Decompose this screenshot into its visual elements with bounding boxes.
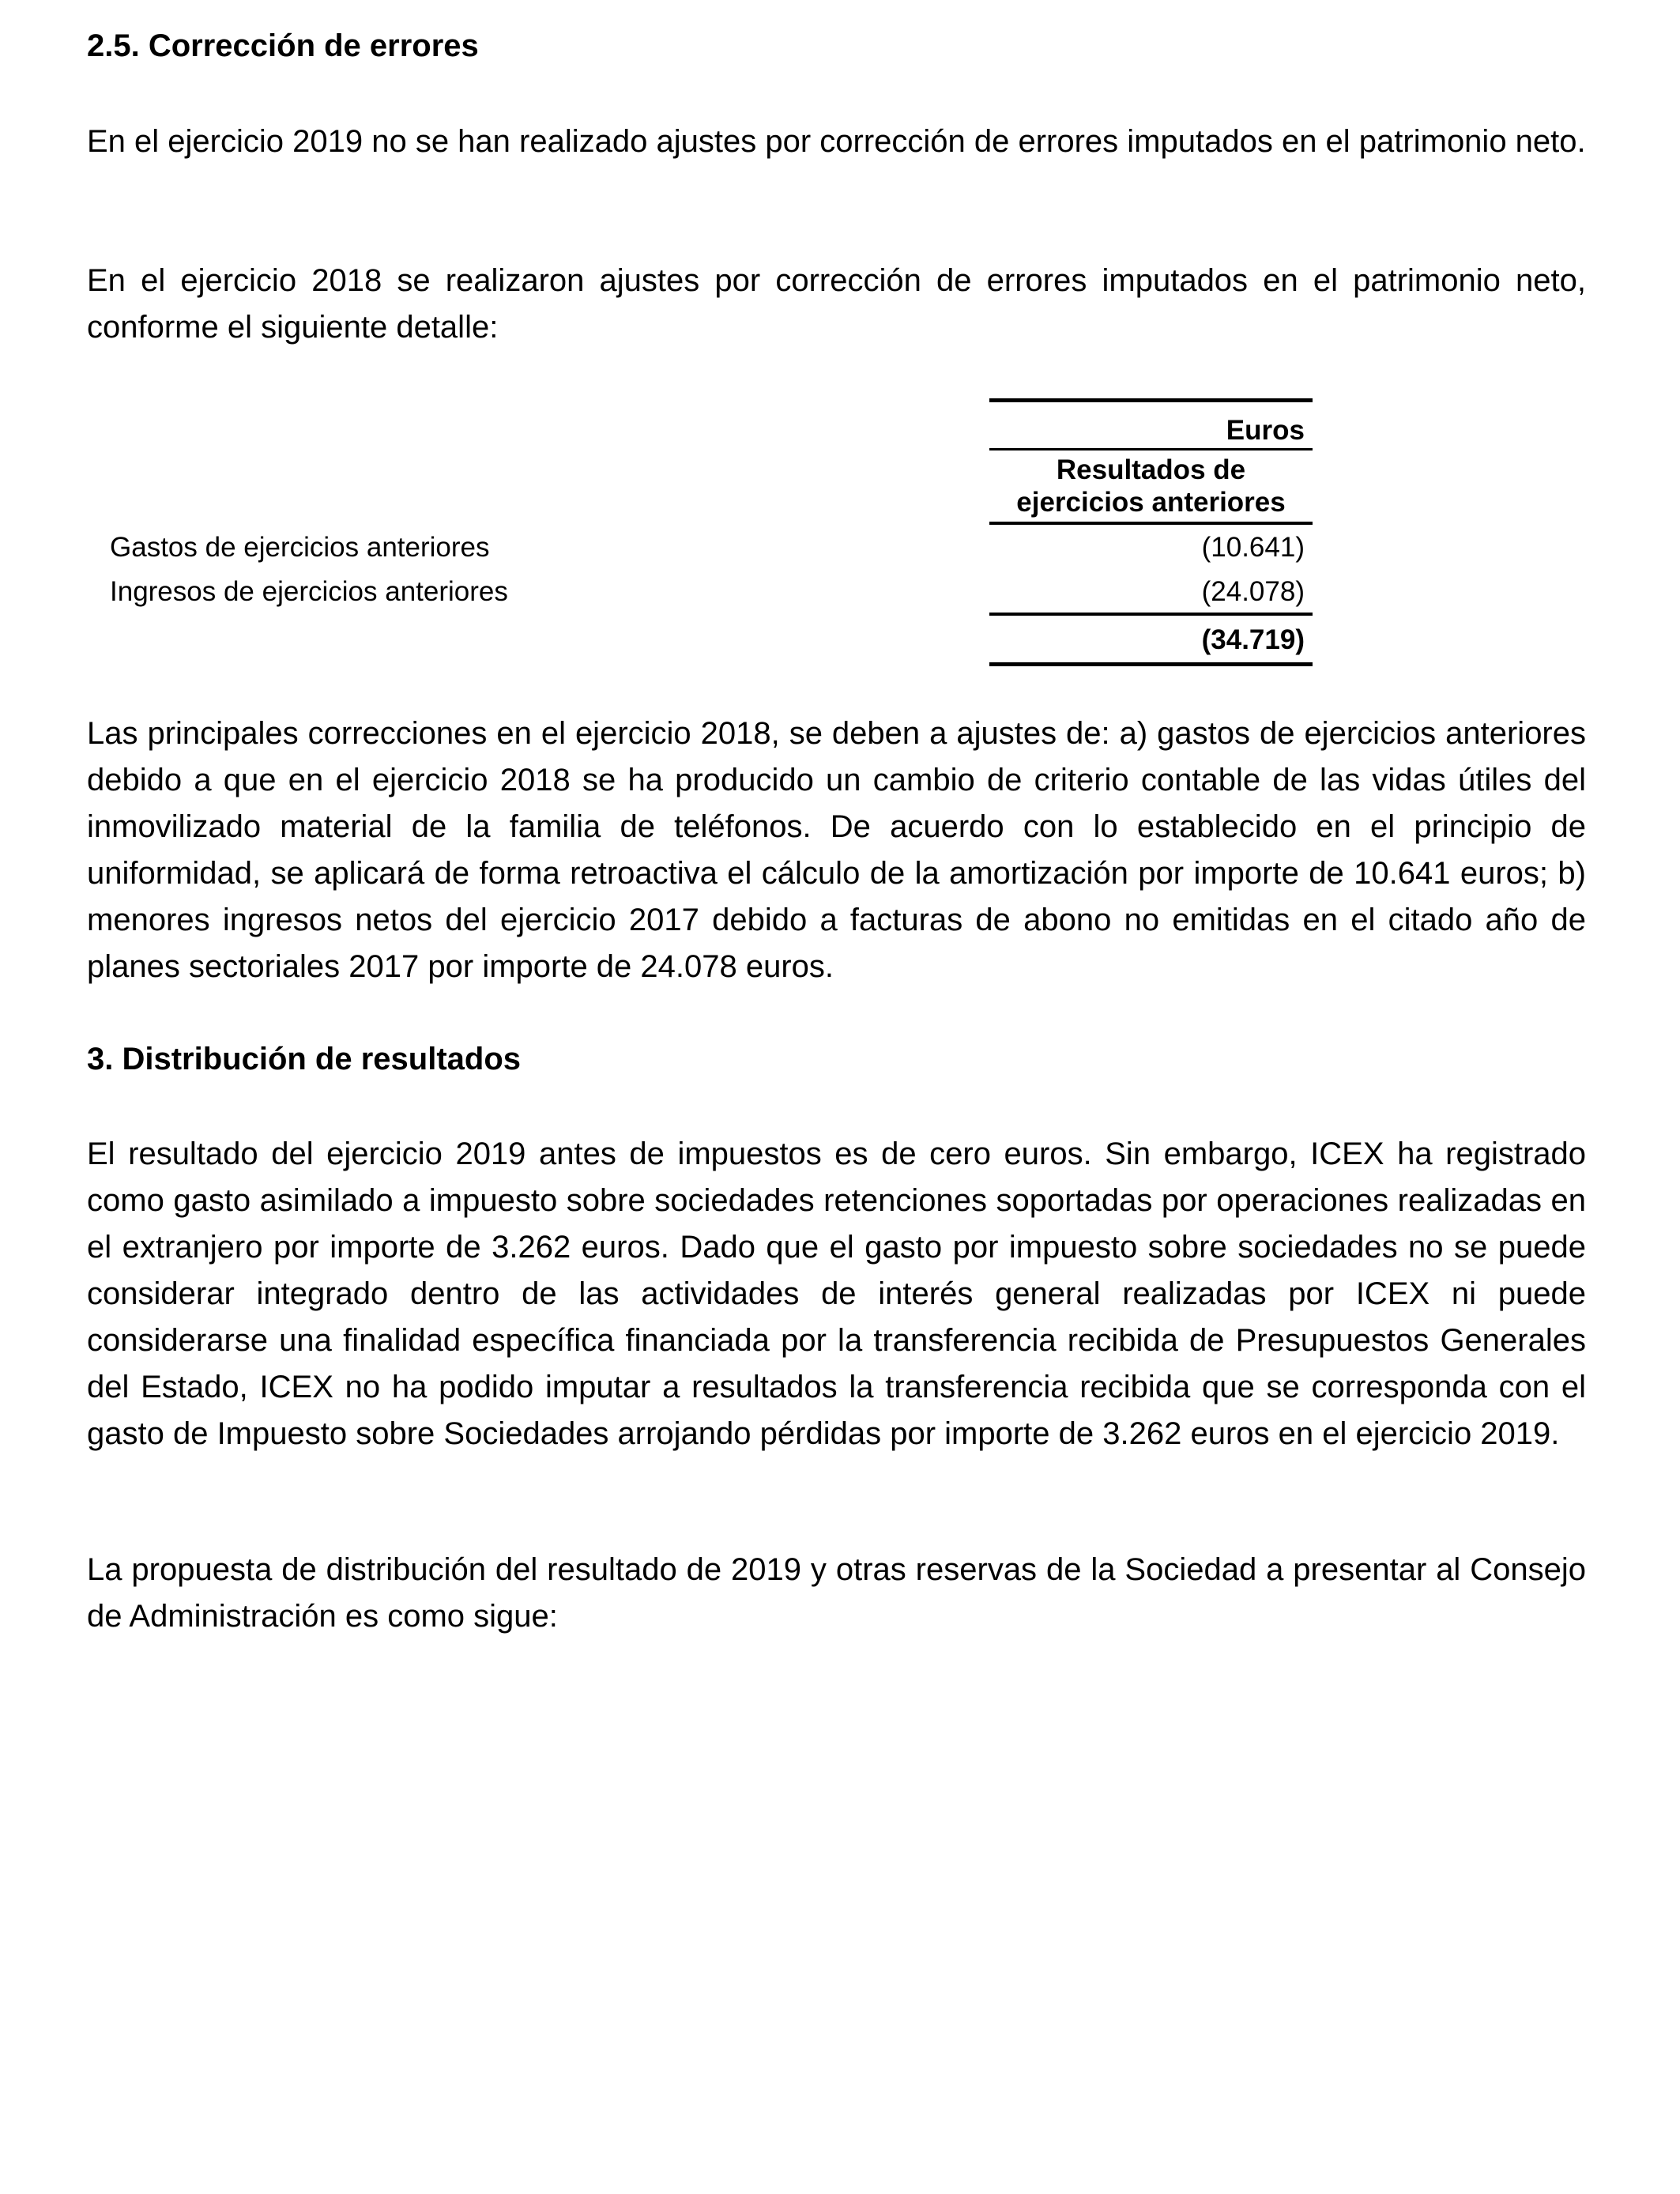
table-total-rule bbox=[989, 613, 1313, 616]
section-heading-2-5: 2.5. Corrección de errores bbox=[87, 28, 479, 63]
table-row-value: (24.078) bbox=[1201, 576, 1305, 607]
table-column-header-line1: Resultados de bbox=[1056, 454, 1246, 485]
table-top-rule bbox=[989, 398, 1313, 402]
paragraph-2018-adjustments: En el ejercicio 2018 se realizaron ajustes por corrección de errores imputados en el patrimonio neto, conforme el siguiente detalle: bbox=[87, 263, 1586, 345]
paragraph-distribution-proposal: La propuesta de distribución del resultado de 2019 y otras reservas de la Sociedad a presentar al Consejo de Administración es como sigue: bbox=[87, 1552, 1586, 1634]
table-header-rule bbox=[989, 522, 1313, 525]
paragraph-corrections-detail: Las principales correcciones en el ejercicio 2018, se deben a ajustes de: a) gastos de ejercicios anteriores debido a que en el ejercicio 2018 se ha producido un cambio de criterio contable de las vidas útiles del inmovilizado material de la familia de teléfonos. De acuerdo con lo establecido en el principio de uniformidad, se aplicará de forma retroactiva el cálculo de la amortización por importe de 10.641 euros; b) menores ingresos netos del ejercicio 2017 debido a facturas de abono no emitidas en el citado año de planes sectoriales 2017 por importe de 24.078 euros. bbox=[87, 716, 1586, 984]
table-row-label: Gastos de ejercicios anteriores bbox=[110, 532, 490, 563]
table-unit-header: Euros bbox=[1226, 415, 1305, 446]
paragraph-result-2019: El resultado del ejercicio 2019 antes de impuestos es de cero euros. Sin embargo, ICEX ha registrado como gasto asimilado a impuesto sobre sociedades retenciones soportadas por operaciones realizadas en el extranjero por importe de 3.262 euros. Dado que el gasto por impuesto sobre sociedades no se puede considerar integrado dentro de las actividades de interés general realizadas por ICEX ni puede considerarse una finalidad específica financiada por la transferencia recibida de Presupuestos Generales del Estado, ICEX no ha podido imputar a resultados la transferencia recibida que se corresponda con el gasto de Impuesto sobre Sociedades arrojando pérdidas por importe de 3.262 euros en el ejercicio 2019. bbox=[87, 1137, 1586, 1451]
paragraph-2019-no-adjustments: En el ejercicio 2019 no se han realizado ajustes por corrección de errores imputados en el patrimonio neto. bbox=[87, 124, 1586, 159]
section-heading-3: 3. Distribución de resultados bbox=[87, 1042, 522, 1076]
table-total-value: (34.719) bbox=[1201, 624, 1305, 655]
table-column-header-line2: ejercicios anteriores bbox=[1016, 487, 1286, 518]
table-unit-rule bbox=[989, 448, 1313, 450]
table-row-value: (10.641) bbox=[1201, 532, 1305, 563]
table-bottom-rule bbox=[989, 662, 1313, 666]
table-row-label: Ingresos de ejercicios anteriores bbox=[110, 576, 508, 607]
